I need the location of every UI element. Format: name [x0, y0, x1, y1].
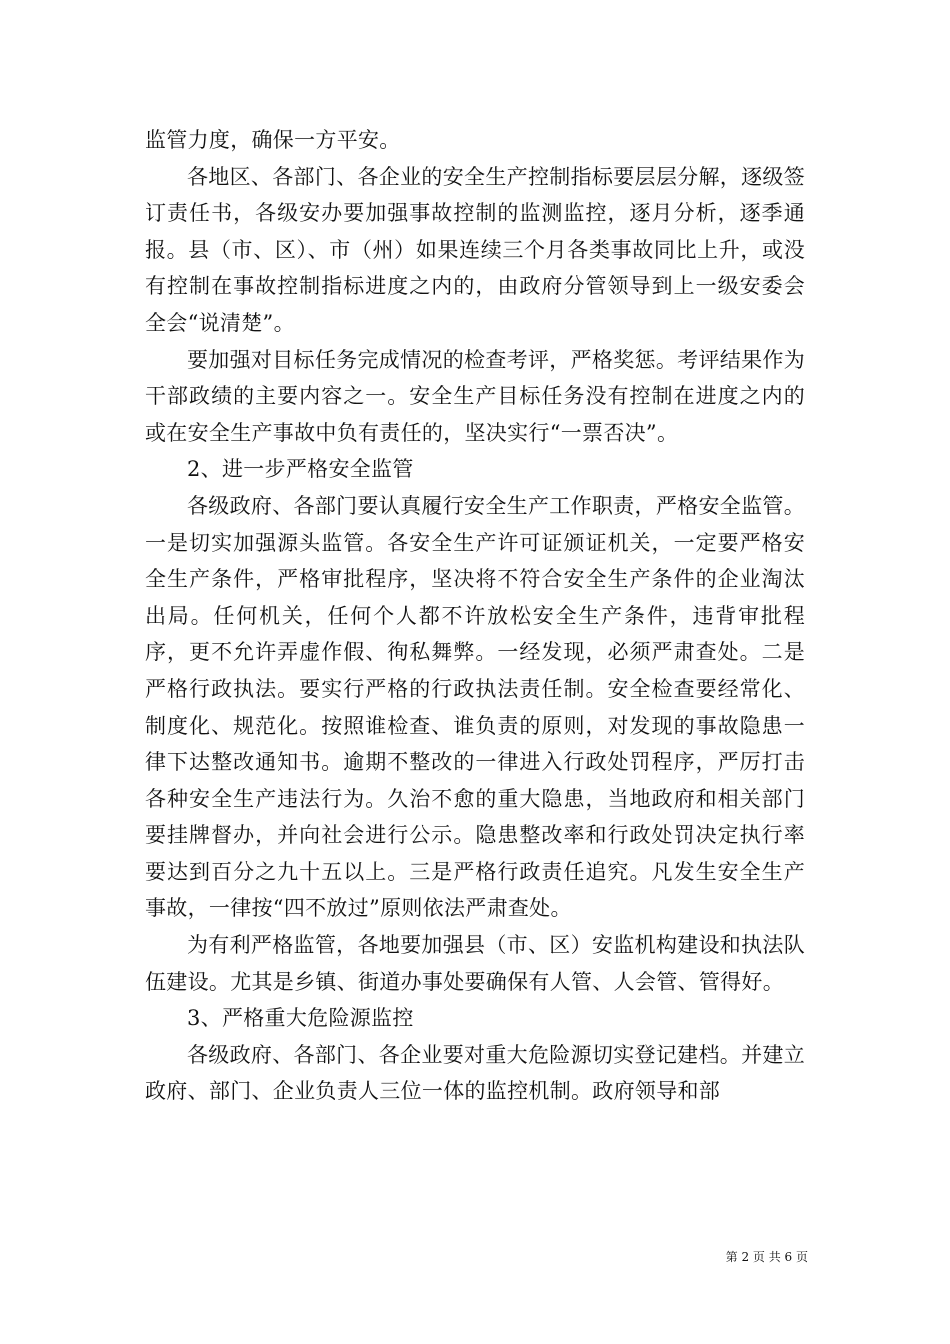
- paragraph-assessment: 要加强对目标任务完成情况的检查考评，严格奖惩。考评结果作为干部政绩的主要内容之一。安全生产目标任务没有控制在进度之内的或在安全生产事故中负有责任的，坚决实行“一票否决”。: [145, 347, 805, 445]
- page-footer: 第 2 页 共 6 页: [725, 1250, 808, 1264]
- paragraph-hazard-registration: 各级政府、各部门、各企业要对重大危险源切实登记建档。并建立政府、部门、企业负责人三位一体的监控机制。政府领导和部: [145, 1042, 805, 1104]
- document-body: [145, 122, 805, 1110]
- paragraph-supervision-duties: 各级政府、各部门要认真履行安全生产工作职责，严格安全监管。一是切实加强源头监管。各安全生产许可证颁证机关，一定要严格安全生产条件，严格审批程序，坚决将不符合安全生产条件的企业淘汰出局。任何机关，任何个人都不许放松安全生产条件，违背审批程序，更不允许弄虚作假、徇私舞弊。一经发现，必须严肃查处。二是严格行政执法。要实行严格的行政执法责任制。安全检查要经常化、制度化、规范化。按照谁检查、谁负责的原则，对发现的事故隐患一律下达整改通知书。逾期不整改的一律进入行政处罚程序，严厉打击各种安全生产违法行为。久治不愈的重大隐患，当地政府和相关部门要挂牌督办，并向社会进行公示。隐患整改率和行政处罚决定执行率要达到百分之九十五以上。三是严格行政责任追究。凡发生安全生产事故，一律按“四不放过”原则依法严肃查处。: [145, 493, 805, 921]
- paragraph-continuation: 监管力度，确保一方平安。: [145, 128, 401, 152]
- section-heading-supervision: 2、进一步严格安全监管: [187, 457, 414, 482]
- paragraph-agency-building: 为有利严格监管，各地要加强县（市、区）安监机构建设和执法队伍建设。尤其是乡镇、街道办事处要确保有人管、人会管、管得好。: [145, 933, 805, 994]
- section-heading-hazard-monitoring: 3、严格重大危险源监控: [187, 1006, 414, 1031]
- paragraph-indicator-breakdown: 各地区、各部门、各企业的安全生产控制指标要层层分解，逐级签订责任书，各级安办要加强事故控制的监测监控，逐月分析，逐季通报。县（市、区）、市（州）如果连续三个月各类事故同比上升，或没有控制在事故控制指标进度之内的，由政府分管领导到上一级安委会全会“说清楚”。: [145, 164, 805, 335]
